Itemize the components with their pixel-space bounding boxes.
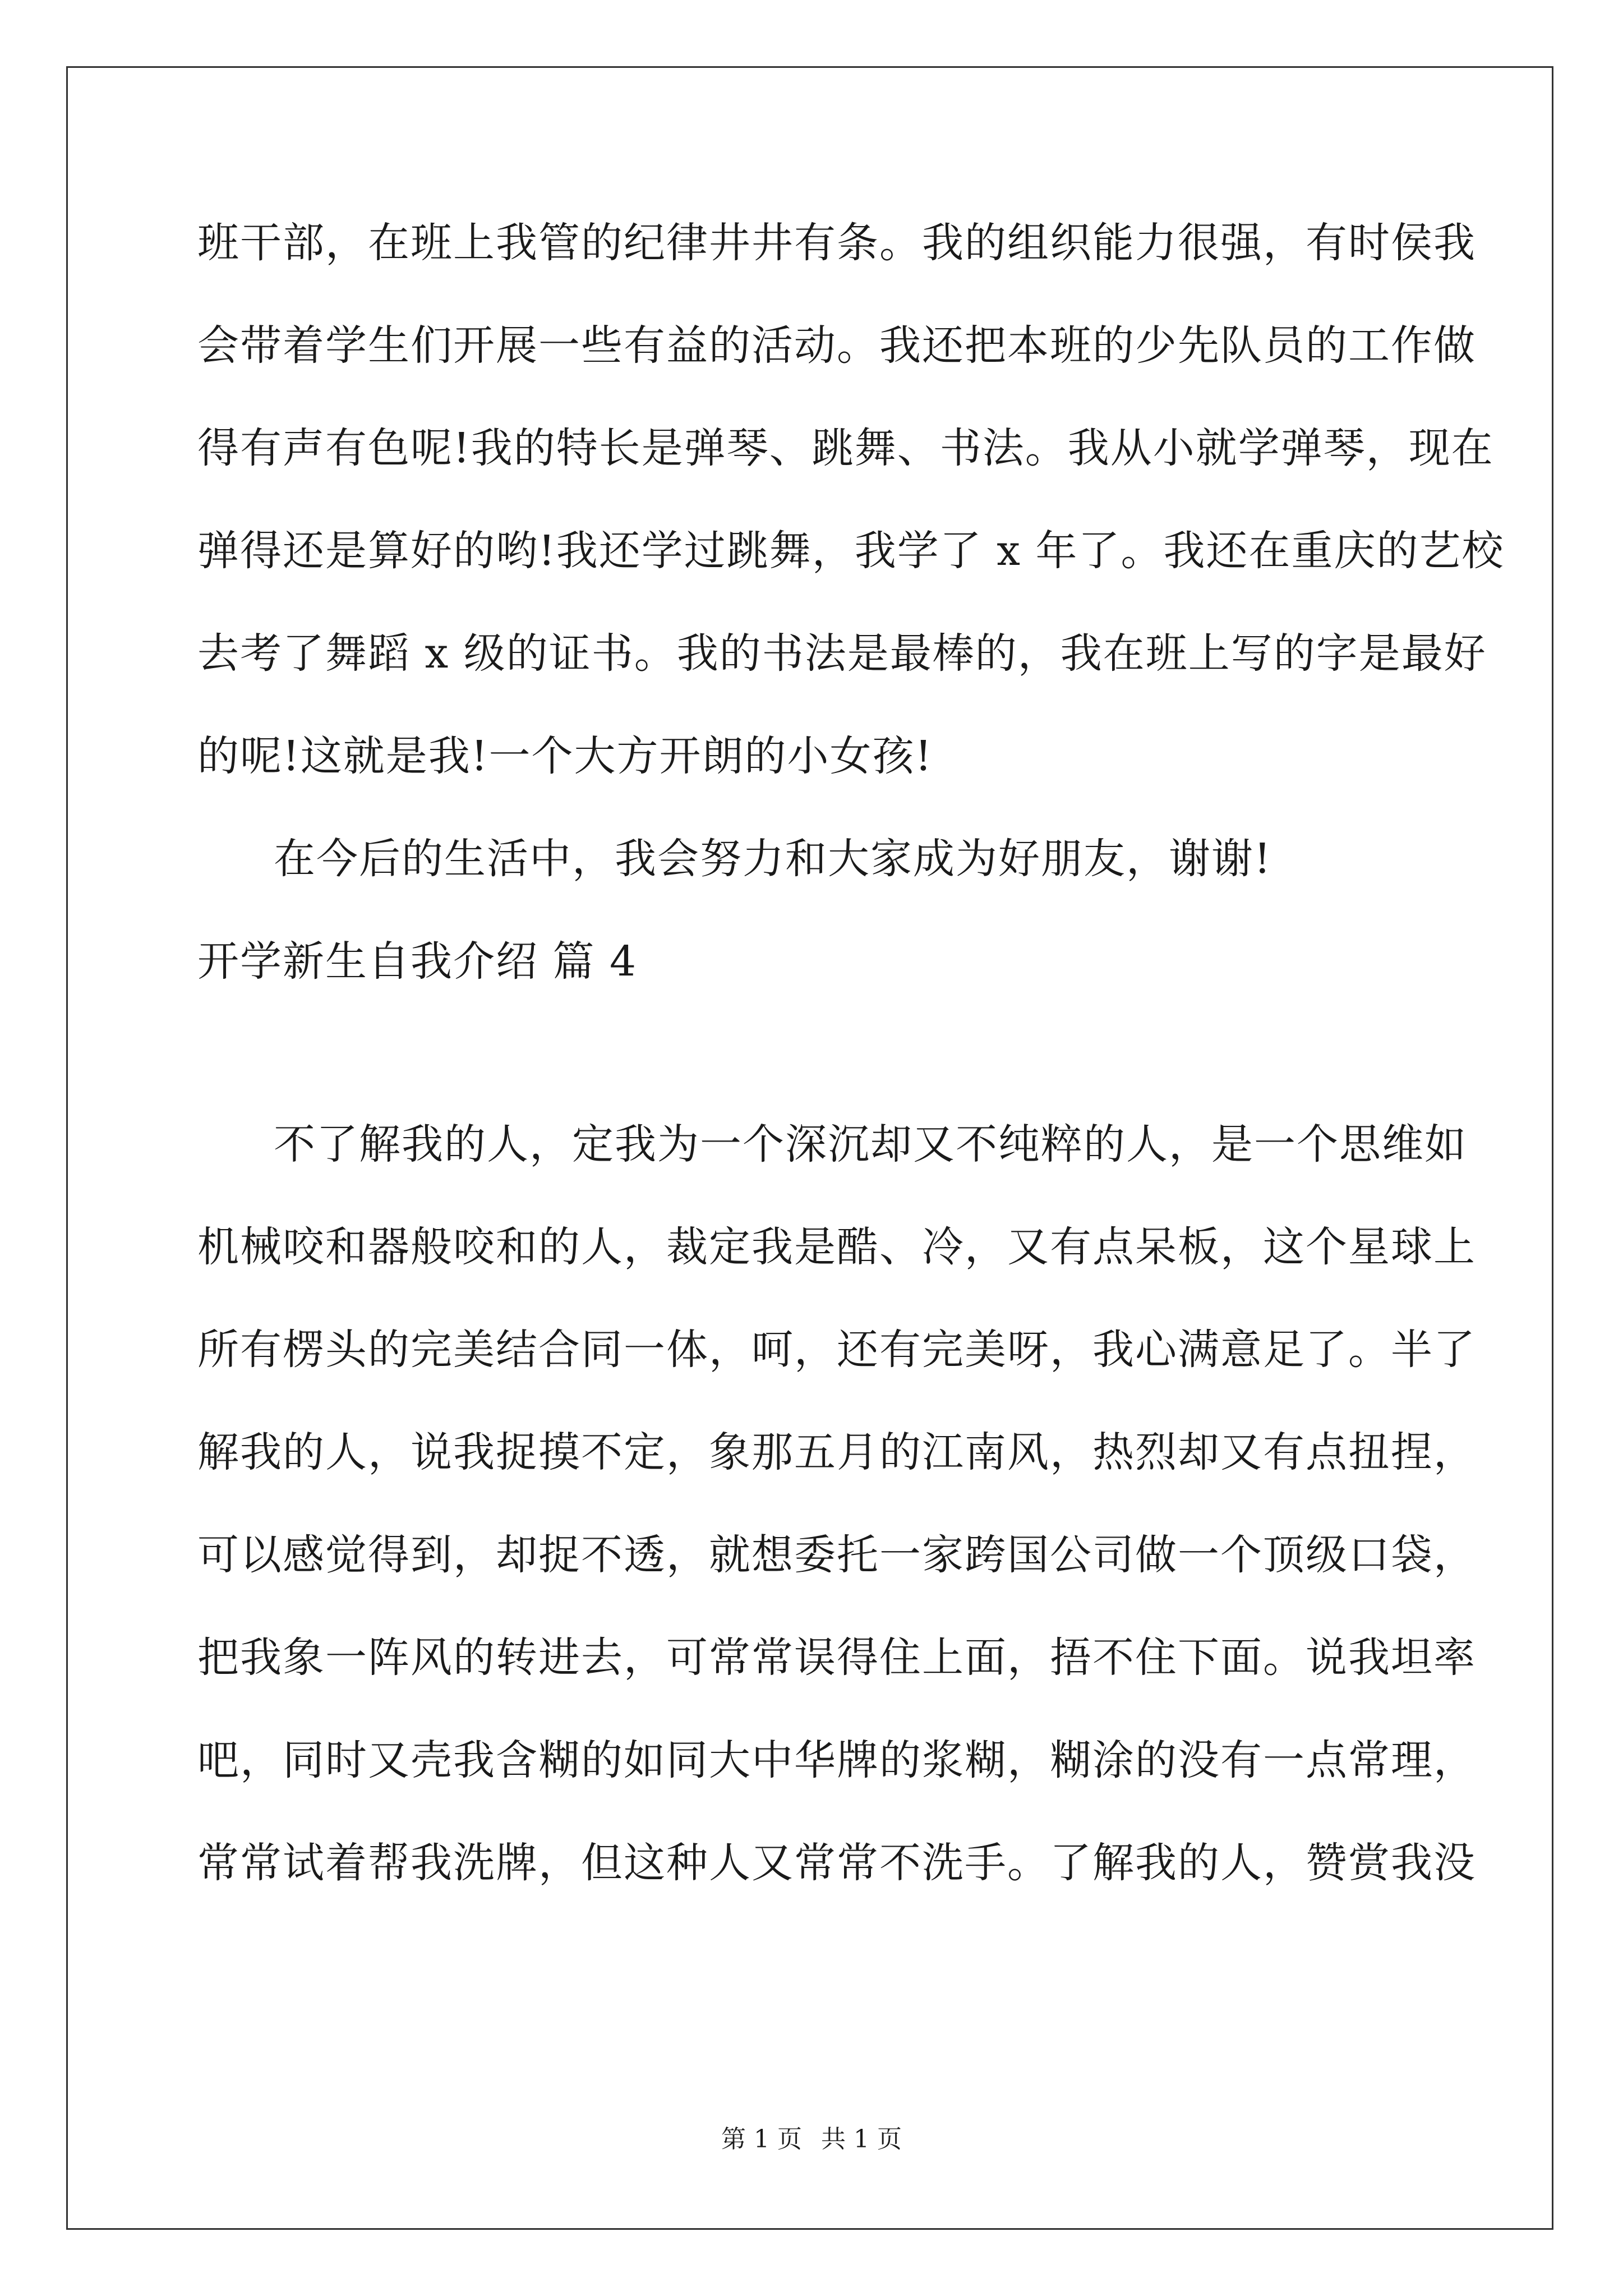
section-heading: 开学新生自我介绍 篇 4 <box>197 937 638 986</box>
page-number: 第 1 页 <box>721 2125 802 2154</box>
text-line: 弹得还是算好的哟!我还学过跳舞，我学了 x 年了。我还在重庆的艺校 <box>197 527 1505 575</box>
text-line: 机械咬和器般咬和的人，裁定我是酷、冷，又有点呆板，这个星球上 <box>197 1223 1476 1271</box>
text-line: 解我的人，说我捉摸不定，象那五月的江南风，热烈却又有点扭捏， <box>197 1428 1476 1476</box>
text-line: 得有声有色呢!我的特长是弹琴、跳舞、书法。我从小就学弹琴，现在 <box>197 424 1494 472</box>
text-line: 班干部，在班上我管的纪律井井有条。我的组织能力很强，有时侯我 <box>197 219 1476 267</box>
section-3-paragraph <box>197 216 1505 783</box>
text-line: 常常试着帮我洗牌，但这种人又常常不洗手。了解我的人，赞赏我没 <box>197 1839 1476 1887</box>
text-line: 所有楞头的完美结合同一体，呵，还有完美呀，我心满意足了。半了 <box>197 1326 1476 1374</box>
page-footer <box>0 2124 1623 2155</box>
page-total: 共 1 页 <box>821 2125 902 2154</box>
text-line: 可以感觉得到，却捉不透，就想委托一家跨国公司做一个顶级口袋， <box>197 1531 1476 1579</box>
document-body <box>197 216 1505 1939</box>
text-line: 会带着学生们开展一些有益的活动。我还把本班的少先队员的工作做 <box>197 321 1476 370</box>
text-line: 不了解我的人，定我为一个深沉却又不纯粹的人，是一个思维如 <box>274 1120 1467 1168</box>
text-line: 把我象一阵风的转进去，可常常误得住上面，捂不住下面。说我坦率 <box>197 1634 1476 1682</box>
text-line: 去考了舞蹈 x 级的证书。我的书法是最棒的，我在班上写的字是最好 <box>197 629 1487 678</box>
text-line: 的呢!这就是我!一个大方开朗的小女孩! <box>197 732 933 780</box>
section-4-paragraph <box>197 1117 1476 1890</box>
closing-paragraph: 在今后的生活中，我会努力和大家成为好朋友，谢谢! <box>274 835 1272 883</box>
text-line: 吧，同时又壳我含糊的如同大中华牌的浆糊，糊涂的没有一点常理， <box>197 1736 1476 1784</box>
